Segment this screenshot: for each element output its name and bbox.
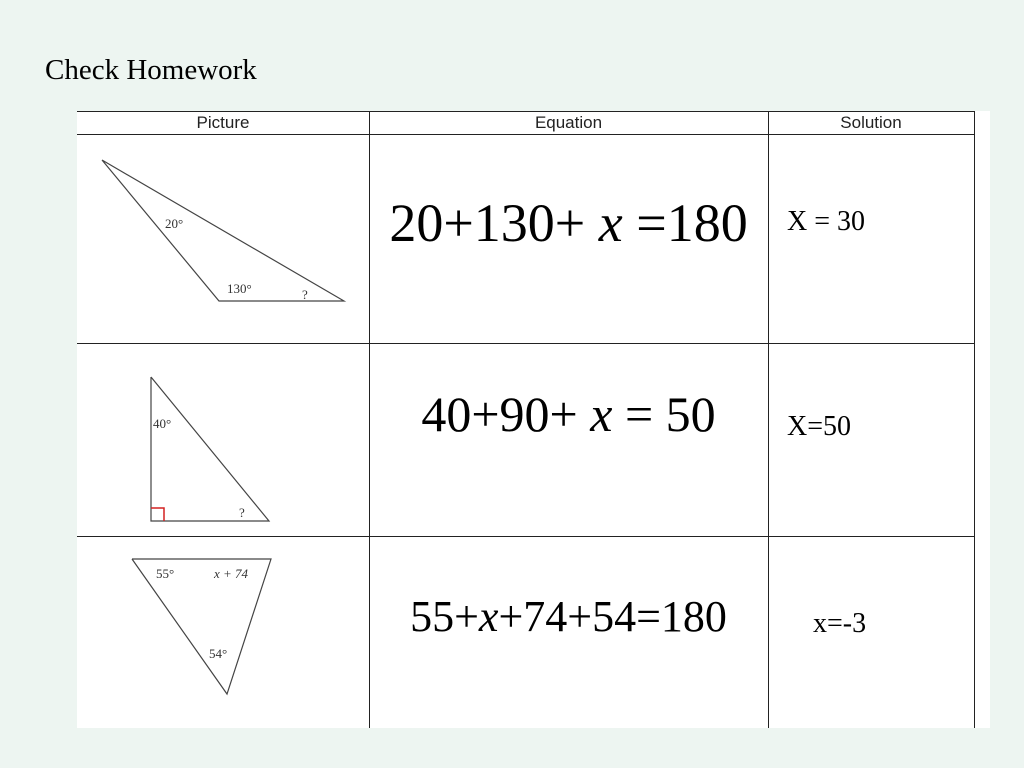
angle-label: 130° <box>227 281 252 296</box>
solution-3: x=-3 <box>813 608 867 639</box>
column-divider <box>768 111 769 728</box>
slide-title: Check Homework <box>45 54 257 86</box>
unknown-angle-label: ? <box>302 287 308 302</box>
angle-label: 55° <box>156 566 175 581</box>
angle-label: 54° <box>209 646 228 661</box>
unknown-angle-label: ? <box>239 505 245 520</box>
triangle-diagram-3 <box>77 111 369 728</box>
equation-2: 40+90+ x = 50 <box>421 386 716 442</box>
header-equation: Equation <box>534 113 603 132</box>
equation-3: 55+x+74+54=180 <box>410 592 727 641</box>
header-picture: Picture <box>196 113 250 132</box>
angle-label: 20° <box>165 216 184 231</box>
table-border-right <box>974 111 975 728</box>
equation-1: 20+130+ x =180 <box>389 193 748 253</box>
angle-expression-label: x + 74 <box>214 566 249 581</box>
solution-2: X=50 <box>787 411 852 442</box>
angle-label: 40° <box>153 416 172 431</box>
homework-table <box>77 111 990 728</box>
header-solution: Solution <box>840 113 902 132</box>
solution-1: X = 30 <box>787 206 866 237</box>
